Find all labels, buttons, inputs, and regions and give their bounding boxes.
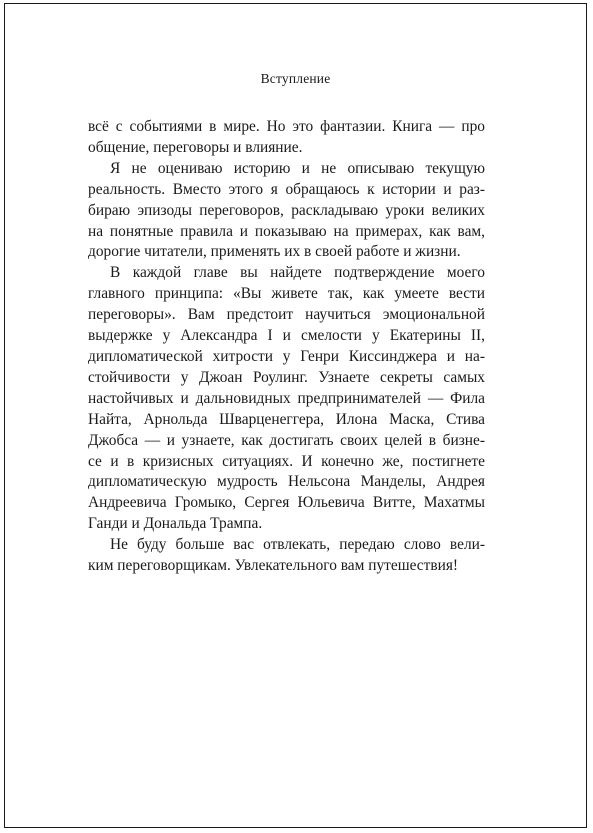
text-line: Андреевича Громыко, Сергея Юльевича Витте, Махатмы [88,494,485,512]
paragraph [88,535,485,577]
text-line: дипломатической хитрости у Генри Киссинджера и на- [88,347,485,365]
text-line: главного принципа: «Вы живете так, как умеете вести [88,285,485,303]
text-line: реальность. Вместо этого я обращаюсь к истории и раз- [88,180,485,198]
text-line: Найта, Арнольда Шварценеггера, Илона Маска, Стива [88,410,485,428]
paragraph [88,159,485,264]
running-head: Вступление [260,71,331,86]
text-line: се и в кризисных ситуациях. И конечно же, постигнете [88,452,485,470]
text-line: В каждой главе вы найдете подтверждение моего [110,264,485,282]
text-line: дорогие читатели, применять их в своей работе и жизни. [88,243,461,261]
text-line: Ганди и Дональда Трампа. [88,515,263,533]
paragraph [88,263,485,535]
text-line: настойчивых и дальновидных предпринимателей — Фила [88,389,485,407]
text-line: Я не оцениваю историю и не описываю текущую [110,159,485,177]
text-line: общение, переговоры и влияние. [88,138,303,156]
text-line: дипломатическую мудрость Нельсона Манделы, Андрея [88,473,485,491]
text-line: на понятные правила и показываю на примерах, как вам, [88,222,485,240]
text-line: бираю эпизоды переговоров, раскладываю уроки великих [88,201,485,219]
paragraph [88,117,485,159]
text-line: Джобса — и узнаете, как достигать своих целей в бизне- [88,431,485,449]
text-line: всё с событиями в мире. Но это фантазии. Книга — про [88,118,485,135]
text-line: Не буду больше вас отвлекать, передаю слово вели- [110,536,485,554]
book-page [4,3,587,828]
text-line: ким переговорщикам. Увлекательного вам путешествия! [88,557,459,575]
text-line: стойчивости у Джоан Роулинг. Узнаете секреты самых [88,368,485,386]
body-text [88,117,485,577]
text-line: выдержке у Александра I и смелости у Екатерины II, [88,327,485,345]
text-line: переговоры». Вам предстоит научиться эмоциональной [88,306,485,324]
